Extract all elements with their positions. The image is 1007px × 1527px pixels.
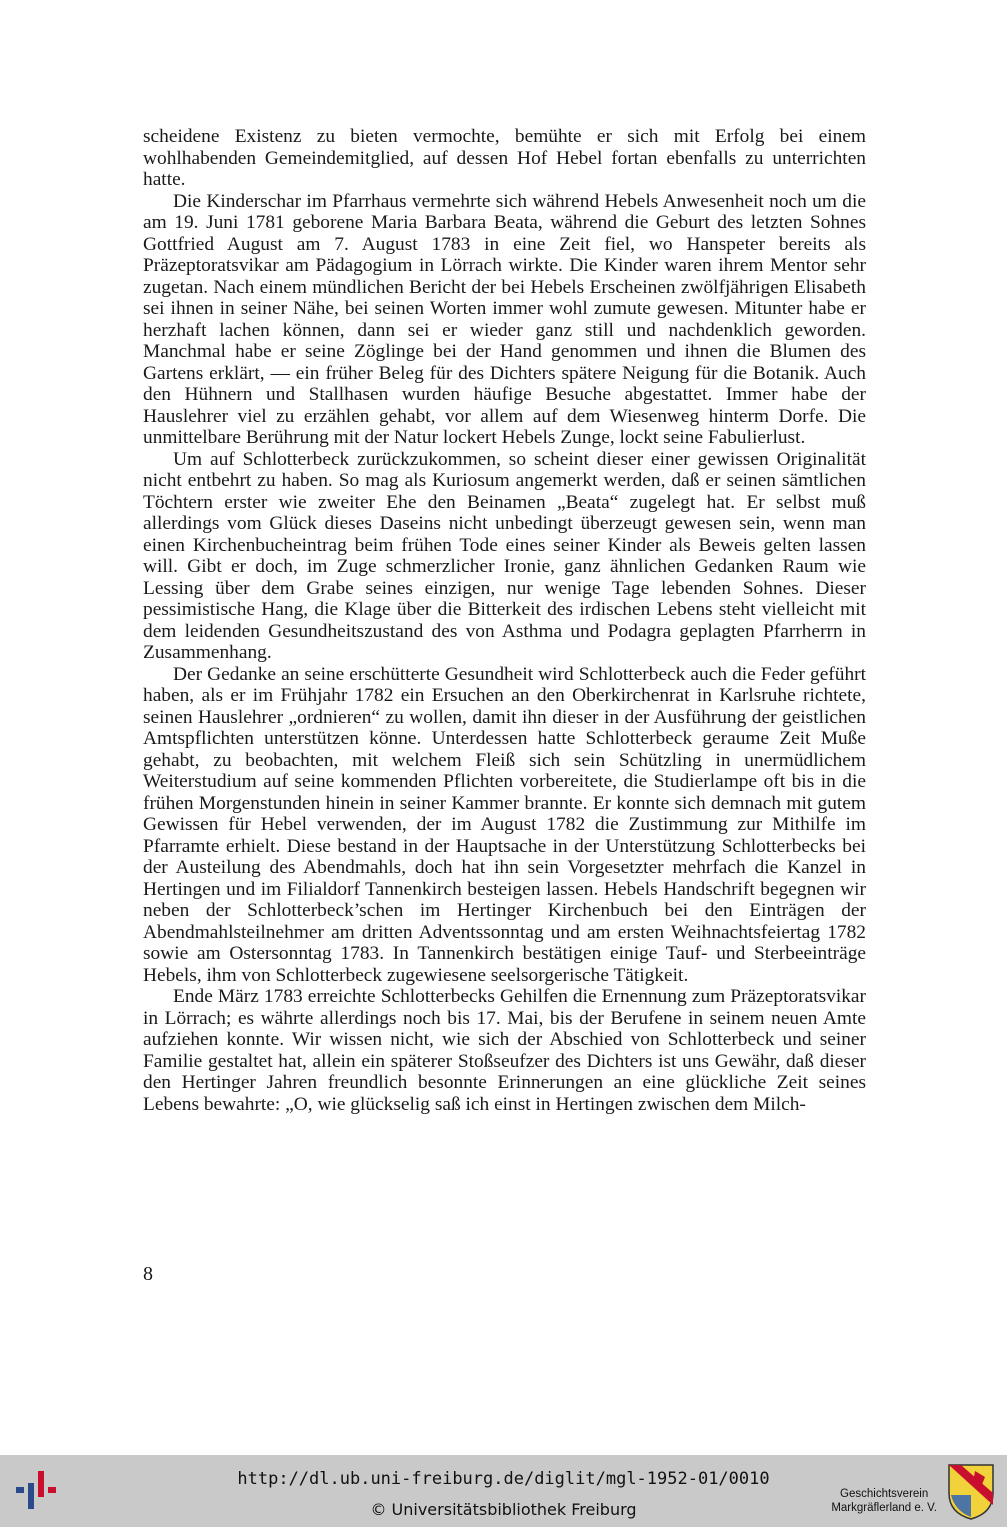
paragraph: scheidene Existenz zu bieten vermochte, bemühte er sich mit Erfolg bei einem wohlhabenden Gemeindemitglied, auf dessen Hof Hebel fortan ebenfalls zu unterrichten hatte.	[143, 126, 866, 190]
body-text	[143, 126, 866, 1115]
paragraph: Der Gedanke an seine erschütterte Gesundheit wird Schlotterbeck auch die Feder geführt haben, als er im Frühjahr 1782 ein Ersuchen an den Oberkirchenrat in Karlsruhe richtete, seinen Hauslehrer „ordnieren“ zu wollen, damit ihn dieser in der Ausführung der geistlichen Amtspflichten unterstützen könne. Unterdessen hatte Schlotterbeck geraume Zeit Muße gehabt, zu beobachten, mit welchem Fleiß sich sein Schützling in unermüdlichem Weiterstudium auf seine kommenden Pflichten vorbereitete, die Studierlampe oft bis in die frühen Morgenstunden hinein in seiner Kammer brannte. Er konnte sich demnach mit gutem Gewissen für Hebel verwenden, der im August 1782 die Zustimmung zur Mithilfe im Pfarramte erhielt. Diese bestand in der Hauptsache in der Unterstützung Schlotterbecks bei der Austeilung des Abendmahls, doch hat ihn sein Vorgesetzter mehrfach die Kanzel in Hertingen und im Filialdorf Tannenkirch besteigen lassen. Hebels Handschrift begegnen wir neben der Schlotterbeck’schen im Hertinger Kirchenbuch bei den Einträgen der Abendmahlsteilnehmer am dritten Adventssonntag und am ersten Weihnachtsfeiertag 1782 sowie am Ostersonntag 1783. In Tannenkirch bestätigen einige Tauf- und Sterbeeinträge Hebels, ihm von Schlotterbeck zugewiesene seelsorgerische Tätigkeit.	[143, 663, 866, 986]
source-url[interactable]: http://dl.ub.uni-freiburg.de/diglit/mgl-1952-01/0010	[237, 1469, 770, 1489]
footer-bar	[0, 1455, 1007, 1527]
organization-line: Markgräflerland e. V.	[831, 1502, 937, 1514]
paragraph: Um auf Schlotterbeck zurückzukommen, so scheint dieser einer gewissen Originalität nicht entbehrt zu haben. So mag als Kuriosum angemerkt werden, daß er seinen sämtlichen Töchtern erster wie zweiter Ehe den Beinamen „Beata“ zugelegt hat. Er selbst muß allerdings vom Glück dieses Daseins nicht unbedingt überzeugt gewesen sein, wenn man einen Kirchenbucheintrag beim frühen Tode eines seiner Kinder als Beweis gelten lassen will. Gibt er doch, im Zuge schmerzlicher Ironie, ganz ähnlichen Gedanken Raum wie Lessing über dem Grabe seines einzigen, nur wenige Tage lebenden Sohnes. Dieser pessimistische Hang, die Klage über die Bitterkeit des irdischen Lebens steht vielleicht mit dem leidenden Gesundheitszustand des von Asthma und Podagra geplagten Pfarrherrn in Zusammenhang.	[143, 448, 866, 663]
markgraeflerland-crest-icon	[945, 1461, 997, 1521]
paragraph: Ende März 1783 erreichte Schlotterbecks Gehilfen die Ernennung zum Präzeptoratsvikar in Lörrach; es währte allerdings noch bis 17. Mai, bis der Berufene in seinem neuen Amte aufziehen konnte. Wir wissen nicht, wie sich der Abschied von Schlotterbeck und seiner Familie gestaltet hat, allein ein späterer Stoßseufzer des Dichters ist uns Gewähr, daß dieser den Hertinger Jahren freundlich besonnte Erinnerungen an eine glückliche Zeit seines Lebens bewahrte: „O, wie glückselig saß ich einst in Hertingen zwischen dem Milch-	[143, 986, 866, 1115]
copyright-notice: © Universitätsbibliothek Freiburg	[370, 1500, 637, 1519]
organization-name	[831, 1487, 937, 1515]
page-number: 8	[143, 1263, 153, 1285]
organization-line: Geschichtsverein	[840, 1488, 929, 1500]
paragraph: Die Kinderschar im Pfarrhaus vermehrte sich während Hebels Anwesenheit noch um die am 19. Juni 1781 geborene Maria Barbara Beata, während die Geburt des letzten Sohnes Gottfried August am 7. August 1783 in eine Zeit fiel, wo Hanspeter bereits als Präzeptoratsvikar am Pädagogium in Lörrach wirkte. Die Kinder waren ihrem Mentor sehr zugetan. Nach einem mündlichen Bericht der bei Hebels Erscheinen zwölfjährigen Elisabeth sei ihnen in seiner Nähe, bei seinen Worten immer wohl zumute gewesen. Mitunter habe er herzhaft lachen können, dann sei er wieder ganz still und nachdenklich geworden. Manchmal habe er seine Zöglinge bei der Hand genommen und ihnen die Blumen des Gartens erklärt, — ein früher Beleg für des Dichters spätere Neigung für die Botanik. Auch den Hühnern und Stallhasen wurden häufige Besuche abgestattet. Immer habe der Hauslehrer viel zu erzählen gehabt, vor allem auf dem Wiesenweg hinterm Dorfe. Die unmittelbare Berührung mit der Natur lockert Hebels Zunge, lockt seine Fabulierlust.	[143, 190, 866, 448]
